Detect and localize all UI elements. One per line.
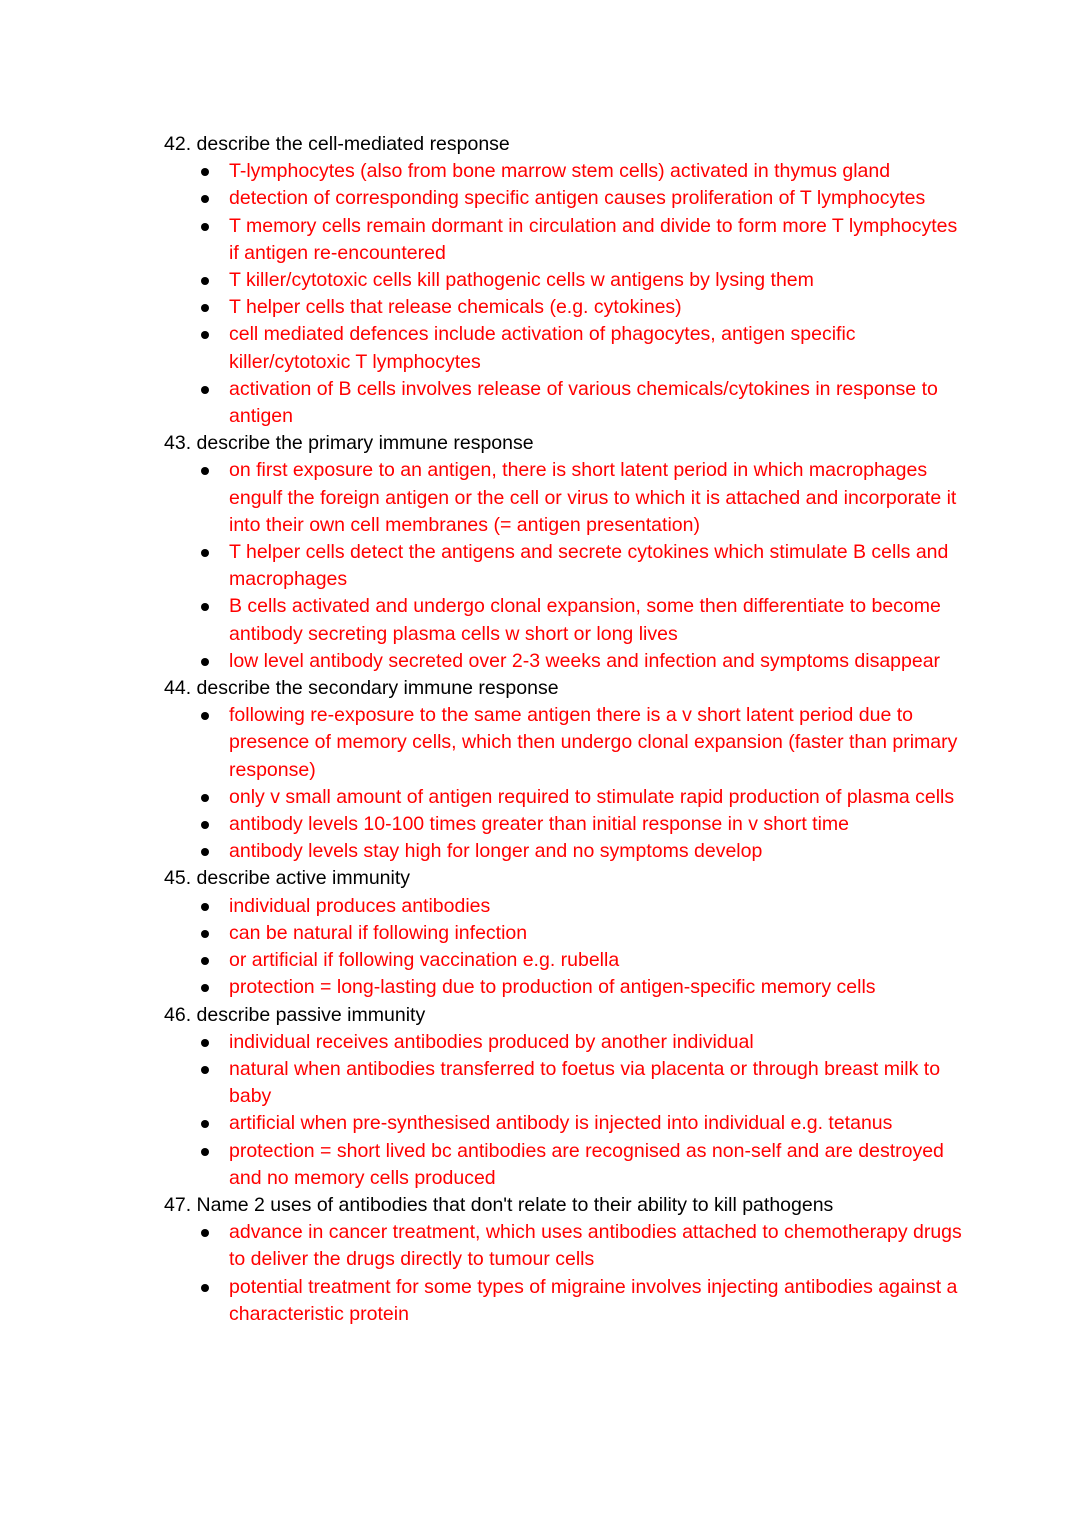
answer-text: antibody levels stay high for longer and no symptoms develop	[229, 840, 763, 863]
answer-text: can be natural if following infection	[229, 921, 528, 944]
question-block	[164, 1192, 964, 1328]
answer-item	[164, 294, 964, 321]
bullet-dot-icon	[201, 794, 209, 802]
answer-text: following re-exposure to the same antigen there is a v short latent period due to presence of memory cells, which then undergo clonal expansion (faster than primary response)	[229, 704, 958, 781]
answer-text: individual receives antibodies produced by another individual	[229, 1030, 754, 1053]
answer-item	[164, 1056, 964, 1110]
answer-item	[164, 1029, 964, 1056]
bullet-dot-icon	[201, 331, 209, 339]
answer-item	[164, 838, 964, 865]
answer-item	[164, 267, 964, 294]
answer-item	[164, 457, 964, 539]
bullet-dot-icon	[201, 168, 209, 176]
answer-text: natural when antibodies transferred to foetus via placenta or through breast milk to baby	[229, 1057, 941, 1108]
bullet-dot-icon	[201, 712, 209, 720]
bullet-dot-icon	[201, 1284, 209, 1292]
bullet-dot-icon	[201, 386, 209, 394]
notes-content	[164, 131, 964, 1328]
answer-list	[164, 1219, 964, 1328]
answer-text: T memory cells remain dormant in circulation and divide to form more T lymphocytes if antigen re-encountered	[229, 214, 958, 264]
answer-item	[164, 1138, 964, 1192]
answer-item	[164, 920, 964, 947]
bullet-dot-icon	[201, 549, 209, 557]
bullet-dot-icon	[201, 658, 209, 666]
answer-item	[164, 893, 964, 920]
answer-text: T-lymphocytes (also from bone marrow stem cells) activated in thymus gland	[229, 160, 891, 183]
answer-item	[164, 784, 964, 811]
answer-item	[164, 539, 964, 593]
question-heading: 42. describe the cell-mediated response	[164, 133, 510, 155]
answer-item	[164, 974, 964, 1001]
answer-text: antibody levels 10-100 times greater than initial response in v short time	[229, 813, 849, 836]
answer-text: T killer/cytotoxic cells kill pathogenic cells w antigens by lysing them	[229, 269, 814, 292]
bullet-dot-icon	[201, 277, 209, 285]
answer-item	[164, 648, 964, 675]
answer-item	[164, 321, 964, 375]
answer-text: T helper cells that release chemicals (e.g. cytokines)	[229, 296, 682, 319]
bullet-dot-icon	[201, 848, 209, 856]
answer-text: advance in cancer treatment, which uses antibodies attached to chemotherapy drugs to deliver the drugs directly to tumour cells	[229, 1221, 962, 1271]
question-heading: 44. describe the secondary immune response	[164, 677, 559, 700]
question-heading: 43. describe the primary immune response	[164, 432, 534, 455]
answer-list	[164, 457, 964, 675]
answer-list	[164, 1029, 964, 1192]
bullet-dot-icon	[201, 930, 209, 938]
bullet-dot-icon	[201, 223, 209, 231]
answer-text: T helper cells detect the antigens and secrete cytokines which stimulate B cells and macrophages	[229, 541, 949, 591]
answer-text: potential treatment for some types of migraine involves injecting antibodies against a characteristic protein	[229, 1275, 958, 1325]
bullet-dot-icon	[201, 1066, 209, 1074]
bullet-dot-icon	[201, 304, 209, 312]
bullet-dot-icon	[201, 467, 209, 475]
bullet-dot-icon	[201, 821, 209, 829]
answer-item	[164, 158, 964, 185]
bullet-dot-icon	[201, 1229, 209, 1237]
answer-text: activation of B cells involves release of various chemicals/cytokines in response to antigen	[229, 377, 938, 428]
bullet-dot-icon	[201, 1120, 209, 1128]
question-block	[164, 675, 964, 865]
answer-text: on first exposure to an antigen, there is short latent period in which macrophages engulf the foreign antigen or the cell or virus to which it is attached and incorporate it into their own cell membranes (= antigen presentation)	[229, 459, 957, 536]
bullet-dot-icon	[201, 903, 209, 911]
question-block	[164, 131, 964, 430]
bullet-dot-icon	[201, 1039, 209, 1047]
answer-text: or artificial if following vaccination e.g. rubella	[229, 949, 620, 972]
bullet-dot-icon	[201, 957, 209, 965]
answer-text: protection = short lived bc antibodies are recognised as non-self and are destroyed and no memory cells produced	[229, 1139, 944, 1189]
question-heading: 47. Name 2 uses of antibodies that don't relate to their ability to kill pathogens	[164, 1193, 834, 1216]
question-heading: 46. describe passive immunity	[164, 1003, 426, 1026]
bullet-dot-icon	[201, 984, 209, 992]
answer-list	[164, 158, 964, 430]
question-block	[164, 865, 964, 1001]
answer-item	[164, 1110, 964, 1137]
answer-text: individual produces antibodies	[229, 894, 491, 917]
answer-text: cell mediated defences include activation of phagocytes, antigen specific killer/cytotoxic T lymphocytes	[229, 323, 856, 373]
answer-list	[164, 893, 964, 1002]
answer-item	[164, 1219, 964, 1273]
question-heading: 45. describe active immunity	[164, 867, 411, 890]
question-block	[164, 430, 964, 675]
bullet-dot-icon	[201, 195, 209, 203]
answer-item	[164, 376, 964, 430]
answer-item	[164, 213, 964, 267]
answer-item	[164, 185, 964, 212]
answer-item	[164, 811, 964, 838]
answer-item	[164, 947, 964, 974]
bullet-dot-icon	[201, 1148, 209, 1156]
answer-text: detection of corresponding specific antigen causes proliferation of T lymphocytes	[229, 187, 926, 210]
answer-item	[164, 1274, 964, 1328]
question-block	[164, 1002, 964, 1192]
answer-text: artificial when pre-synthesised antibody is injected into individual e.g. tetanus	[229, 1112, 893, 1135]
answer-text: B cells activated and undergo clonal expansion, some then differentiate to become antibody secreting plasma cells w short or long lives	[229, 595, 941, 645]
answer-text: protection = long-lasting due to production of antigen-specific memory cells	[229, 976, 876, 999]
answer-item	[164, 702, 964, 784]
answer-text: low level antibody secreted over 2-3 weeks and infection and symptoms disappear	[229, 649, 941, 672]
answer-text: only v small amount of antigen required to stimulate rapid production of plasma cells	[229, 785, 955, 808]
bullet-dot-icon	[201, 603, 209, 611]
answer-item	[164, 593, 964, 647]
answer-list	[164, 702, 964, 865]
